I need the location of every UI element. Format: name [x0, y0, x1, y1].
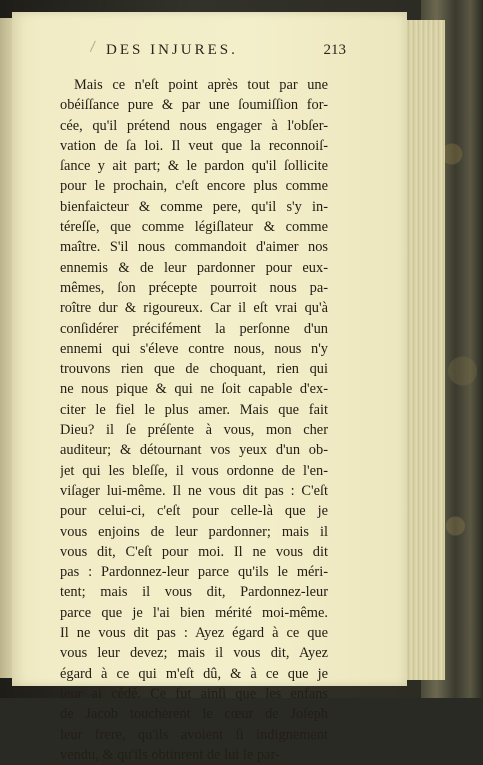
text-line: ſance y ait part; & le pardon qu'il ſollicite: [60, 158, 328, 175]
text-line: ennemi qui s'éleve contre nous, nous n'y: [60, 340, 328, 357]
text-line: ennemis & de leur pardonner pour eux-: [60, 259, 328, 276]
text-line: jet qui les bleſſe, il vous ordonne de l'en-: [60, 462, 328, 479]
cover-marbling: [441, 30, 477, 650]
text-line: pour celui-ci, c'eſt pour celle-là que je: [60, 503, 328, 520]
body-text: [60, 75, 328, 765]
text-line: vous dit, C'eſt pour moi. Il ne vous dit: [60, 543, 328, 560]
text-line: obéiſſance pure & par une ſoumiſſion for-: [60, 97, 328, 114]
text-line: citer le fiel le plus amer. Mais que fait: [60, 401, 328, 418]
text-line: Il ne vous dit pas : Ayez égard à ce que: [60, 625, 328, 642]
text-line: vation de ſa loi. Il veut que la reconnoiſ-: [60, 137, 328, 154]
text-line: mêmes, ſon précepte pourroit nous pa-: [60, 279, 328, 296]
page-number: 213: [323, 42, 346, 58]
text-line: maître. S'il nous commandoit d'aimer nos: [60, 239, 328, 256]
text-line: Mais ce n'eſt point après tout par une: [74, 77, 328, 93]
running-title: DES INJURES.: [106, 42, 238, 58]
page-edges: [404, 20, 445, 680]
text-line: bienfaicteur & comme pere, qu'il s'y in-: [60, 198, 328, 215]
text-line: égard à ce qui m'eſt dû, & à ce que je: [60, 665, 328, 682]
text-line: viſager lui-même. Il ne vous dit pas : C'eſt: [60, 482, 328, 499]
text-line: de Jacob toucherent le cœur de Joſeph: [60, 706, 328, 723]
text-line: vous enjoins de leur pardonner; mais il: [60, 523, 328, 540]
text-line: roître dur & rigoureux. Car il eſt vrai qu'à: [60, 300, 328, 317]
text-line: tent; mais il vous dit, Pardonnez-leur: [60, 584, 328, 601]
text-line: vendu, & qu'ils obtinrent de lui le par-: [60, 746, 280, 763]
text-line: pour le prochain, c'eſt encore plus comme: [60, 178, 328, 195]
text-line: téreſſe, que comme légiſlateur & comme: [60, 219, 328, 236]
text-line: Dieu? il ſe préſente à vous, mon cher: [60, 422, 328, 439]
running-head: [106, 42, 346, 64]
text-line: pas : Pardonnez-leur parce qu'ils le méri-: [60, 564, 328, 581]
text-line: leur frere, qu'ils avoient ſi indignement: [60, 726, 328, 743]
text-line: parce que je l'ai bien mérité moi-même.: [60, 604, 328, 621]
text-line: cée, qu'il prétend nous engager à l'obſer-: [60, 117, 328, 134]
text-line: conſidérer précifément la perſonne d'un: [60, 320, 328, 337]
text-line: ne nous pique & qui ne ſoit capable d'ex-: [60, 381, 328, 398]
text-line: trouvons rien que de choquant, rien qui: [60, 361, 328, 378]
text-line: auditeur; & détournant vos yeux d'un ob-: [60, 442, 328, 459]
text-line: leur ai cédé. Ce fut ainſi que les enfans: [60, 685, 328, 702]
text-line: vous leur devez; mais il vous dit, Ayez: [60, 645, 328, 662]
